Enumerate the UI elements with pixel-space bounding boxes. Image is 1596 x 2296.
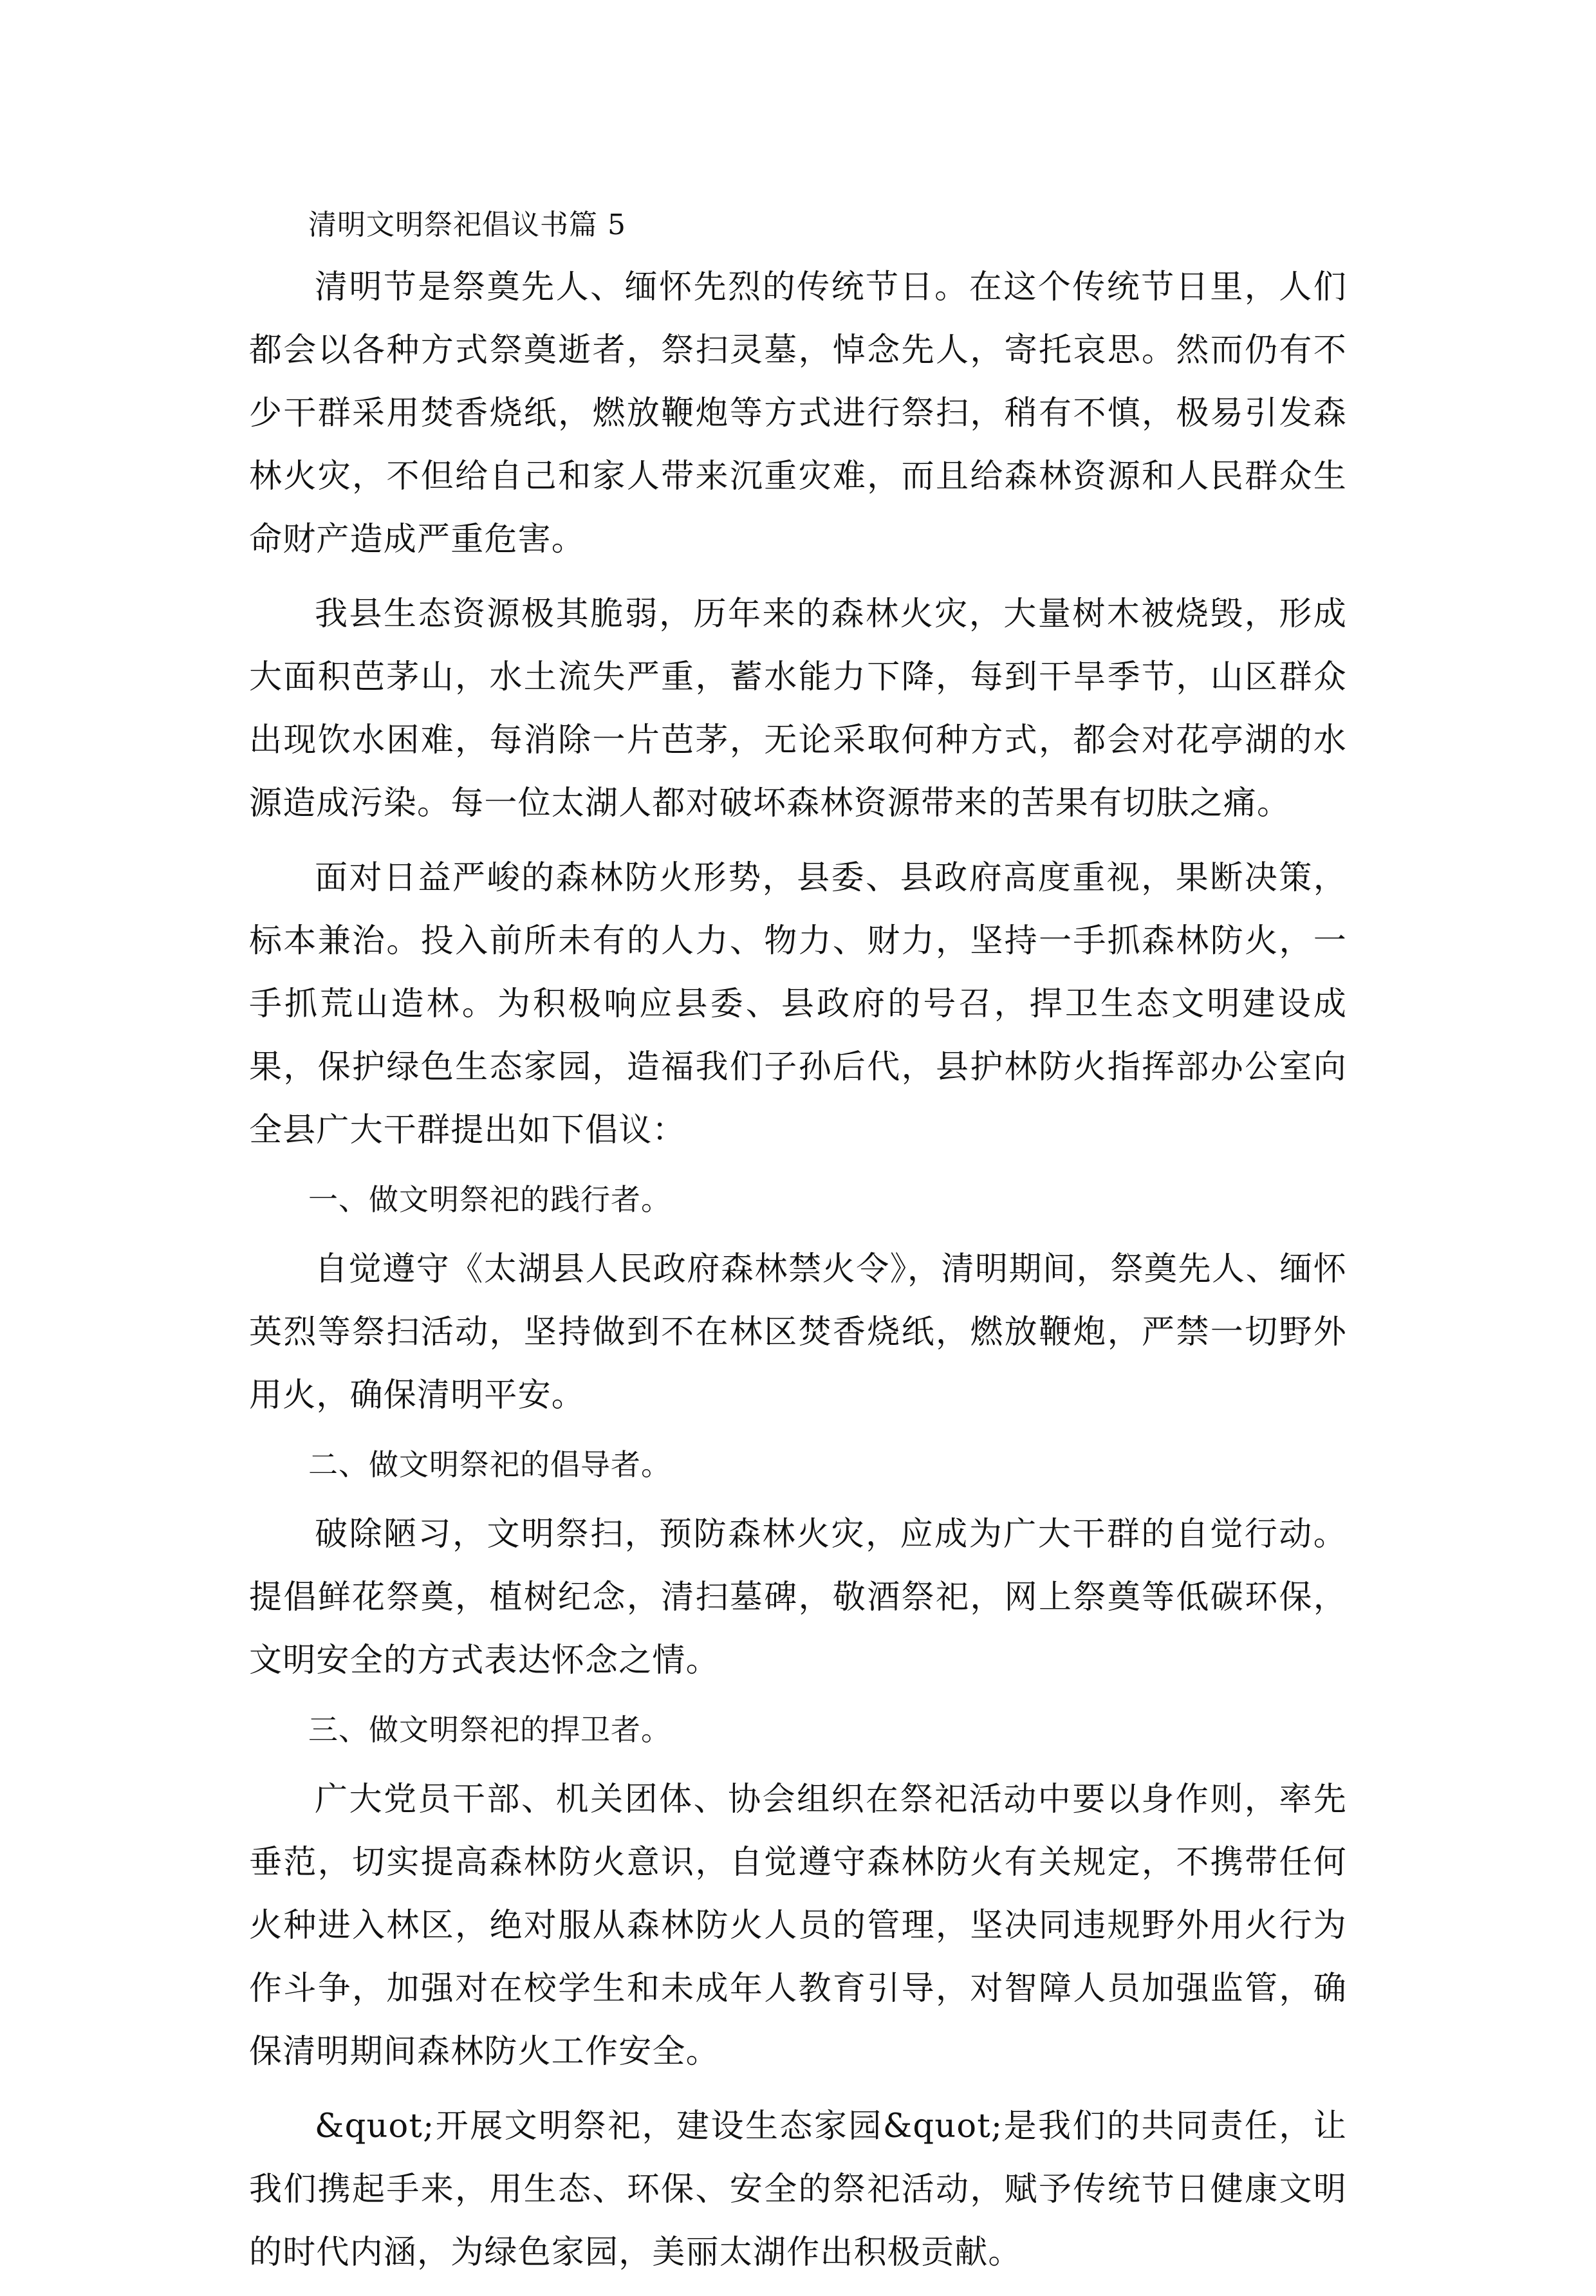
- paragraph-situation: 面对日益严峻的森林防火形势，县委、县政府高度重视，果断决策，标本兼治。投入前所未有的人力、物力、财力，坚持一手抓森林防火，一手抓荒山造林。为积极响应县委、县政府的号召，捍卫生态文明建设成果，保护绿色生态家园，造福我们子孙后代，县护林防火指挥部办公室向全县广大干群提出如下倡议：: [249, 859, 1347, 1149]
- paragraph-intro: 清明节是祭奠先人、缅怀先烈的传统节日。在这个传统节日里，人们都会以各种方式祭奠逝者，祭扫灵墓，悼念先人，寄托哀思。然而仍有不少干群采用焚香烧纸，燃放鞭炮等方式进行祭扫，稍有不慎，极易引发森林火灾，不但给自己和家人带来沉重灾难，而且给森林资源和人民群众生命财产造成严重危害。: [249, 268, 1347, 559]
- document-title: 清明文明祭祀倡议书篇 5: [308, 208, 626, 241]
- paragraph-ecology: 我县生态资源极其脆弱，历年来的森林火灾，大量树木被烧毁，形成大面积芭茅山，水土流失严重，蓄水能力下降，每到干旱季节，山区群众出现饮水困难，每消除一片芭茅，无论采取何种方式，都会对花亭湖的水源造成污染。每一位太湖人都对破坏森林资源带来的苦果有切肤之痛。: [249, 595, 1347, 822]
- section-heading-defender: 三、做文明祭祀的捍卫者。: [308, 1712, 671, 1747]
- paragraph-closing: &quot;开展文明祭祀，建设生态家园&quot;是我们的共同责任，让我们携起手来，用生态、环保、安全的祭祀活动，赋予传统节日健康文明的时代内涵，为绿色家园，美丽太湖作出积极贡献。: [249, 2107, 1347, 2272]
- document-body: [249, 199, 1347, 2296]
- section-body-advocate: 破除陋习，文明祭扫，预防森林火灾，应成为广大干群的自觉行动。提倡鲜花祭奠，植树纪念，清扫墓碑，敬酒祭祀，网上祭奠等低碳环保，文明安全的方式表达怀念之情。: [249, 1515, 1347, 1680]
- section-body-practitioner: 自觉遵守《太湖县人民政府森林禁火令》，清明期间，祭奠先人、缅怀英烈等祭扫活动，坚持做到不在林区焚香烧纸，燃放鞭炮，严禁一切野外用火，确保清明平安。: [249, 1250, 1347, 1414]
- section-body-defender: 广大党员干部、机关团体、协会组织在祭祀活动中要以身作则，率先垂范，切实提高森林防火意识，自觉遵守森林防火有关规定，不携带任何火种进入林区，绝对服从森林防火人员的管理，坚决同违规野外用火行为作斗争，加强对在校学生和未成年人教育引导，对智障人员加强监管，确保清明期间森林防火工作安全。: [249, 1781, 1347, 2071]
- section-heading-practitioner: 一、做文明祭祀的践行者。: [308, 1182, 671, 1217]
- section-heading-advocate: 二、做文明祭祀的倡导者。: [308, 1447, 671, 1482]
